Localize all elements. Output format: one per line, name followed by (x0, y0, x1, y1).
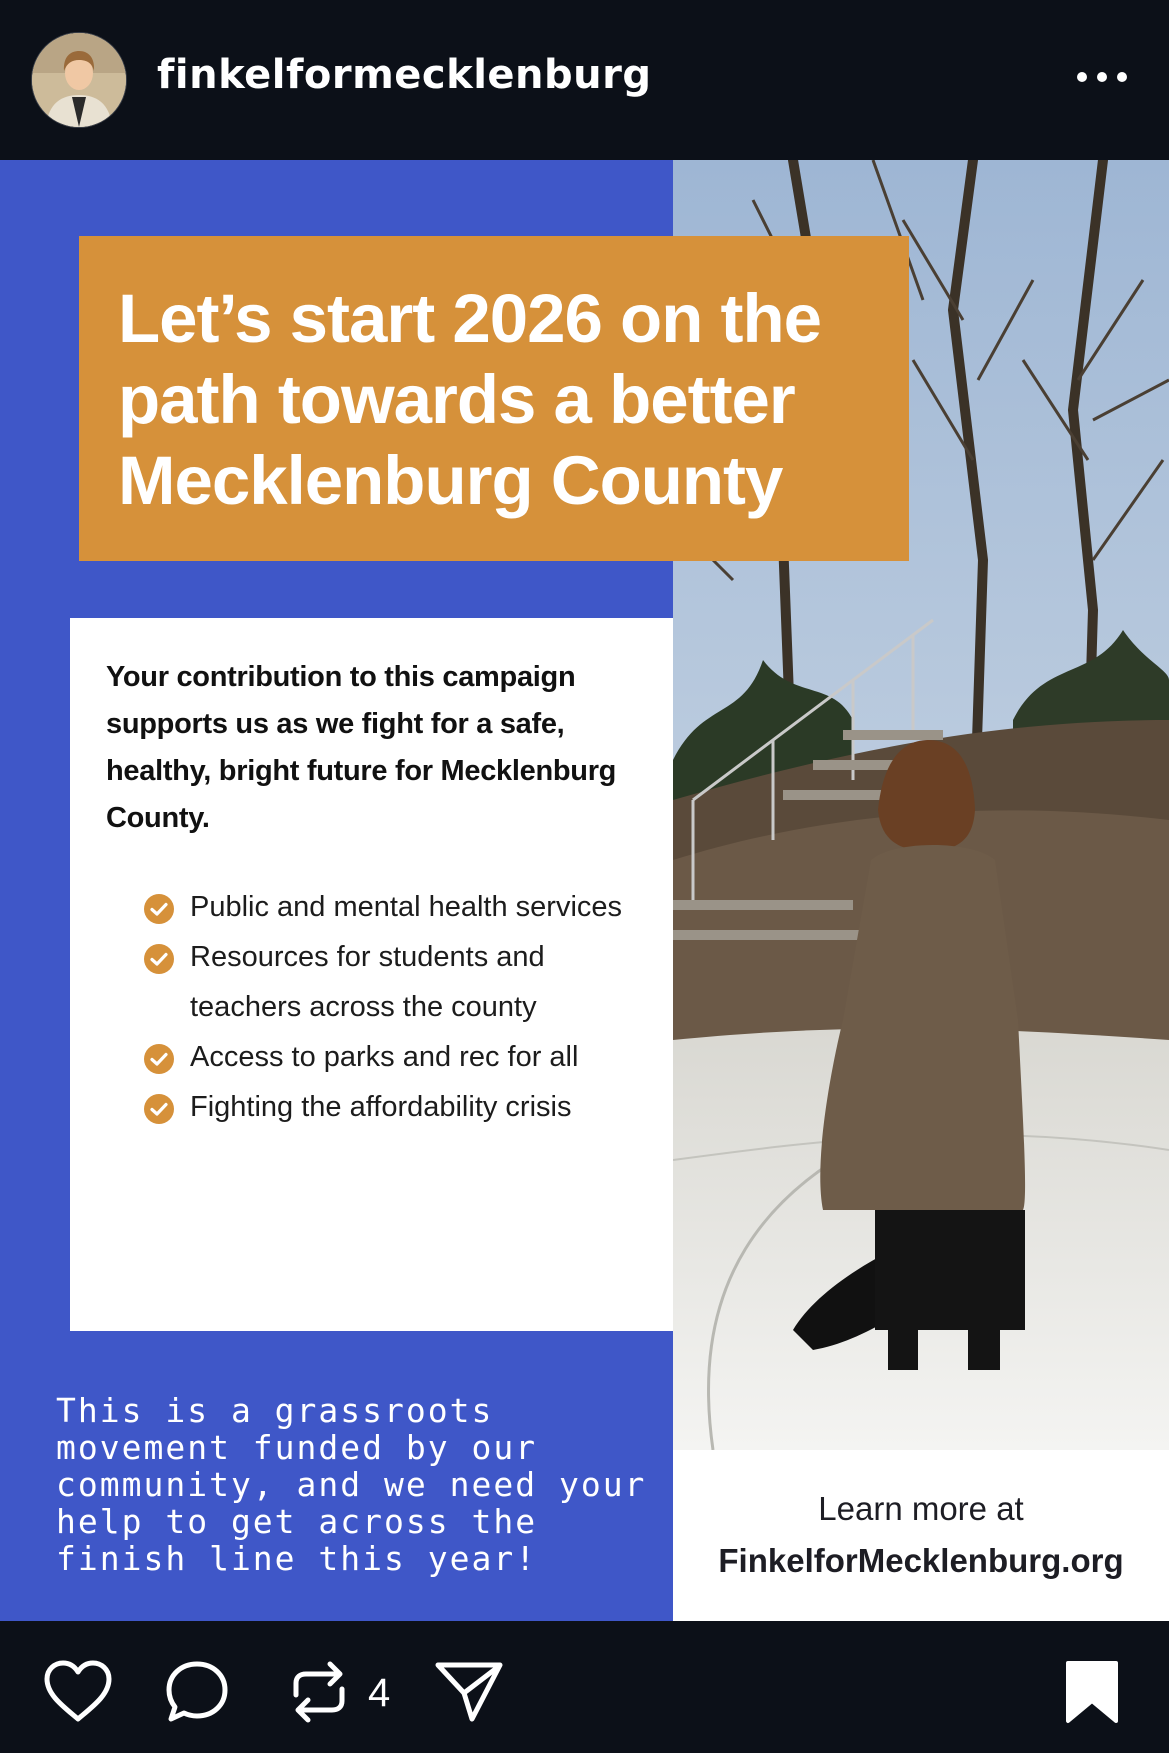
share-button[interactable] (434, 1659, 504, 1725)
post-image[interactable] (0, 160, 1169, 1621)
heart-icon (42, 1659, 114, 1725)
list-item-text: Resources for students and teachers across the county (190, 941, 545, 1023)
website-box (673, 1450, 1169, 1621)
check-circle-icon (142, 892, 176, 926)
grassroots-text: This is a grassroots movement funded by our community, and we need your help to get across the finish line this year! (56, 1391, 647, 1578)
avatar[interactable] (32, 33, 126, 127)
check-circle-icon (142, 942, 176, 976)
list-item-text: Access to parks and rec for all (190, 1041, 579, 1073)
list-item (142, 932, 642, 1032)
headline-line: Mecklenburg County (118, 442, 783, 519)
list-item (142, 882, 642, 932)
repost-count: 4 (368, 1671, 391, 1715)
bookmark-button[interactable] (1064, 1659, 1120, 1725)
share-icon (434, 1659, 504, 1725)
profile-photo (32, 33, 126, 127)
headline-line: Let’s start 2026 on the (118, 280, 822, 357)
list-item-text: Public and mental health services (190, 891, 623, 923)
priorities-list (142, 882, 642, 1132)
more-options-button[interactable] (1072, 62, 1132, 92)
contribution-intro: Your contribution to this campaign supports us as we fight for a safe, healthy, bright future for Mecklenburg County. (106, 661, 617, 834)
more-horizontal-icon (1072, 62, 1132, 92)
repost-icon (286, 1659, 352, 1725)
headline (118, 278, 879, 521)
list-item-text: Fighting the affordability crisis (190, 1091, 572, 1123)
contribution-box (70, 618, 673, 1331)
username[interactable]: finkelformecklenburg (157, 52, 652, 98)
post-header (0, 0, 1169, 160)
check-circle-icon (142, 1042, 176, 1076)
check-circle-icon (142, 1092, 176, 1126)
repost-button[interactable] (286, 1659, 352, 1725)
website-url: FinkelforMecklenburg.org (718, 1542, 1124, 1579)
comment-icon (164, 1659, 230, 1725)
list-item (142, 1082, 642, 1132)
like-button[interactable] (42, 1659, 114, 1725)
comment-button[interactable] (164, 1659, 230, 1725)
headline-line: path towards a better (118, 361, 795, 438)
list-item (142, 1032, 642, 1082)
bookmark-icon (1064, 1659, 1120, 1725)
learn-more-text: Learn more at (818, 1490, 1024, 1527)
action-bar (0, 1621, 1169, 1753)
headline-box (79, 236, 909, 561)
